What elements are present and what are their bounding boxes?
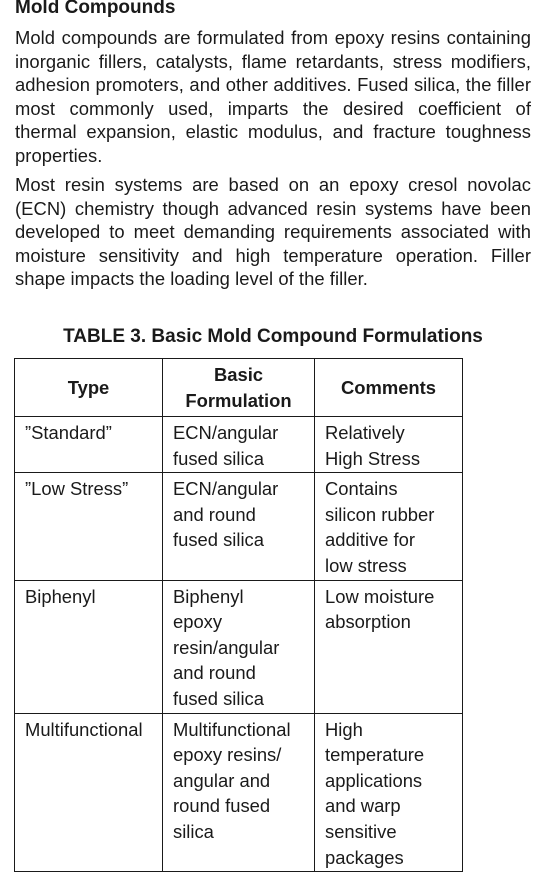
formulations-table [14, 358, 463, 872]
cell-formulation: ECN/angular and round fused silica [163, 473, 315, 580]
cell-formulation: Multifunctional epoxy resins/ angular and round fused silica [163, 713, 315, 872]
cell-type: ”Standard” [15, 417, 163, 473]
cell-comments: High temperature applications and warp sensitive packages [315, 713, 463, 872]
table-title: TABLE 3. Basic Mold Compound Formulations [63, 326, 483, 347]
table-row [15, 713, 463, 872]
table-header-row [15, 359, 463, 417]
cell-comments: Low moisture absorption [315, 580, 463, 713]
cell-formulation: ECN/angular fused silica [163, 417, 315, 473]
column-header-comments: Comments [315, 359, 463, 417]
column-header-type: Type [15, 359, 163, 417]
cell-formulation: Biphenyl epoxy resin/angular and round fused silica [163, 580, 315, 713]
cell-type: ”Low Stress” [15, 473, 163, 580]
section-heading: Mold Compounds [15, 0, 176, 18]
body-paragraph-2: Most resin systems are based on an epoxy cresol novolac (ECN) chemistry though advanced resin systems have been developed to meet demanding requirements associated with moisture sensitivity and high temperature operation. Filler shape impacts the loading level of the filler. [15, 174, 531, 289]
cell-type: Multifunctional [15, 713, 163, 872]
cell-comments: Contains silicon rubber additive for low stress [315, 473, 463, 580]
table-row [15, 580, 463, 713]
column-header-basic-formulation: Basic Formulation [163, 359, 315, 417]
body-paragraph-1: Mold compounds are formulated from epoxy resins containing inorganic fillers, catalysts, flame retardants, stress modifiers, adhesion promoters, and other additives. Fused silica, the filler most commonly used, imparts the desired coefficient of thermal expansion, elastic modulus, and fracture toughness properties. [15, 27, 531, 166]
cell-type: Biphenyl [15, 580, 163, 713]
table-row [15, 417, 463, 473]
table-row [15, 473, 463, 580]
cell-comments: Relatively High Stress [315, 417, 463, 473]
